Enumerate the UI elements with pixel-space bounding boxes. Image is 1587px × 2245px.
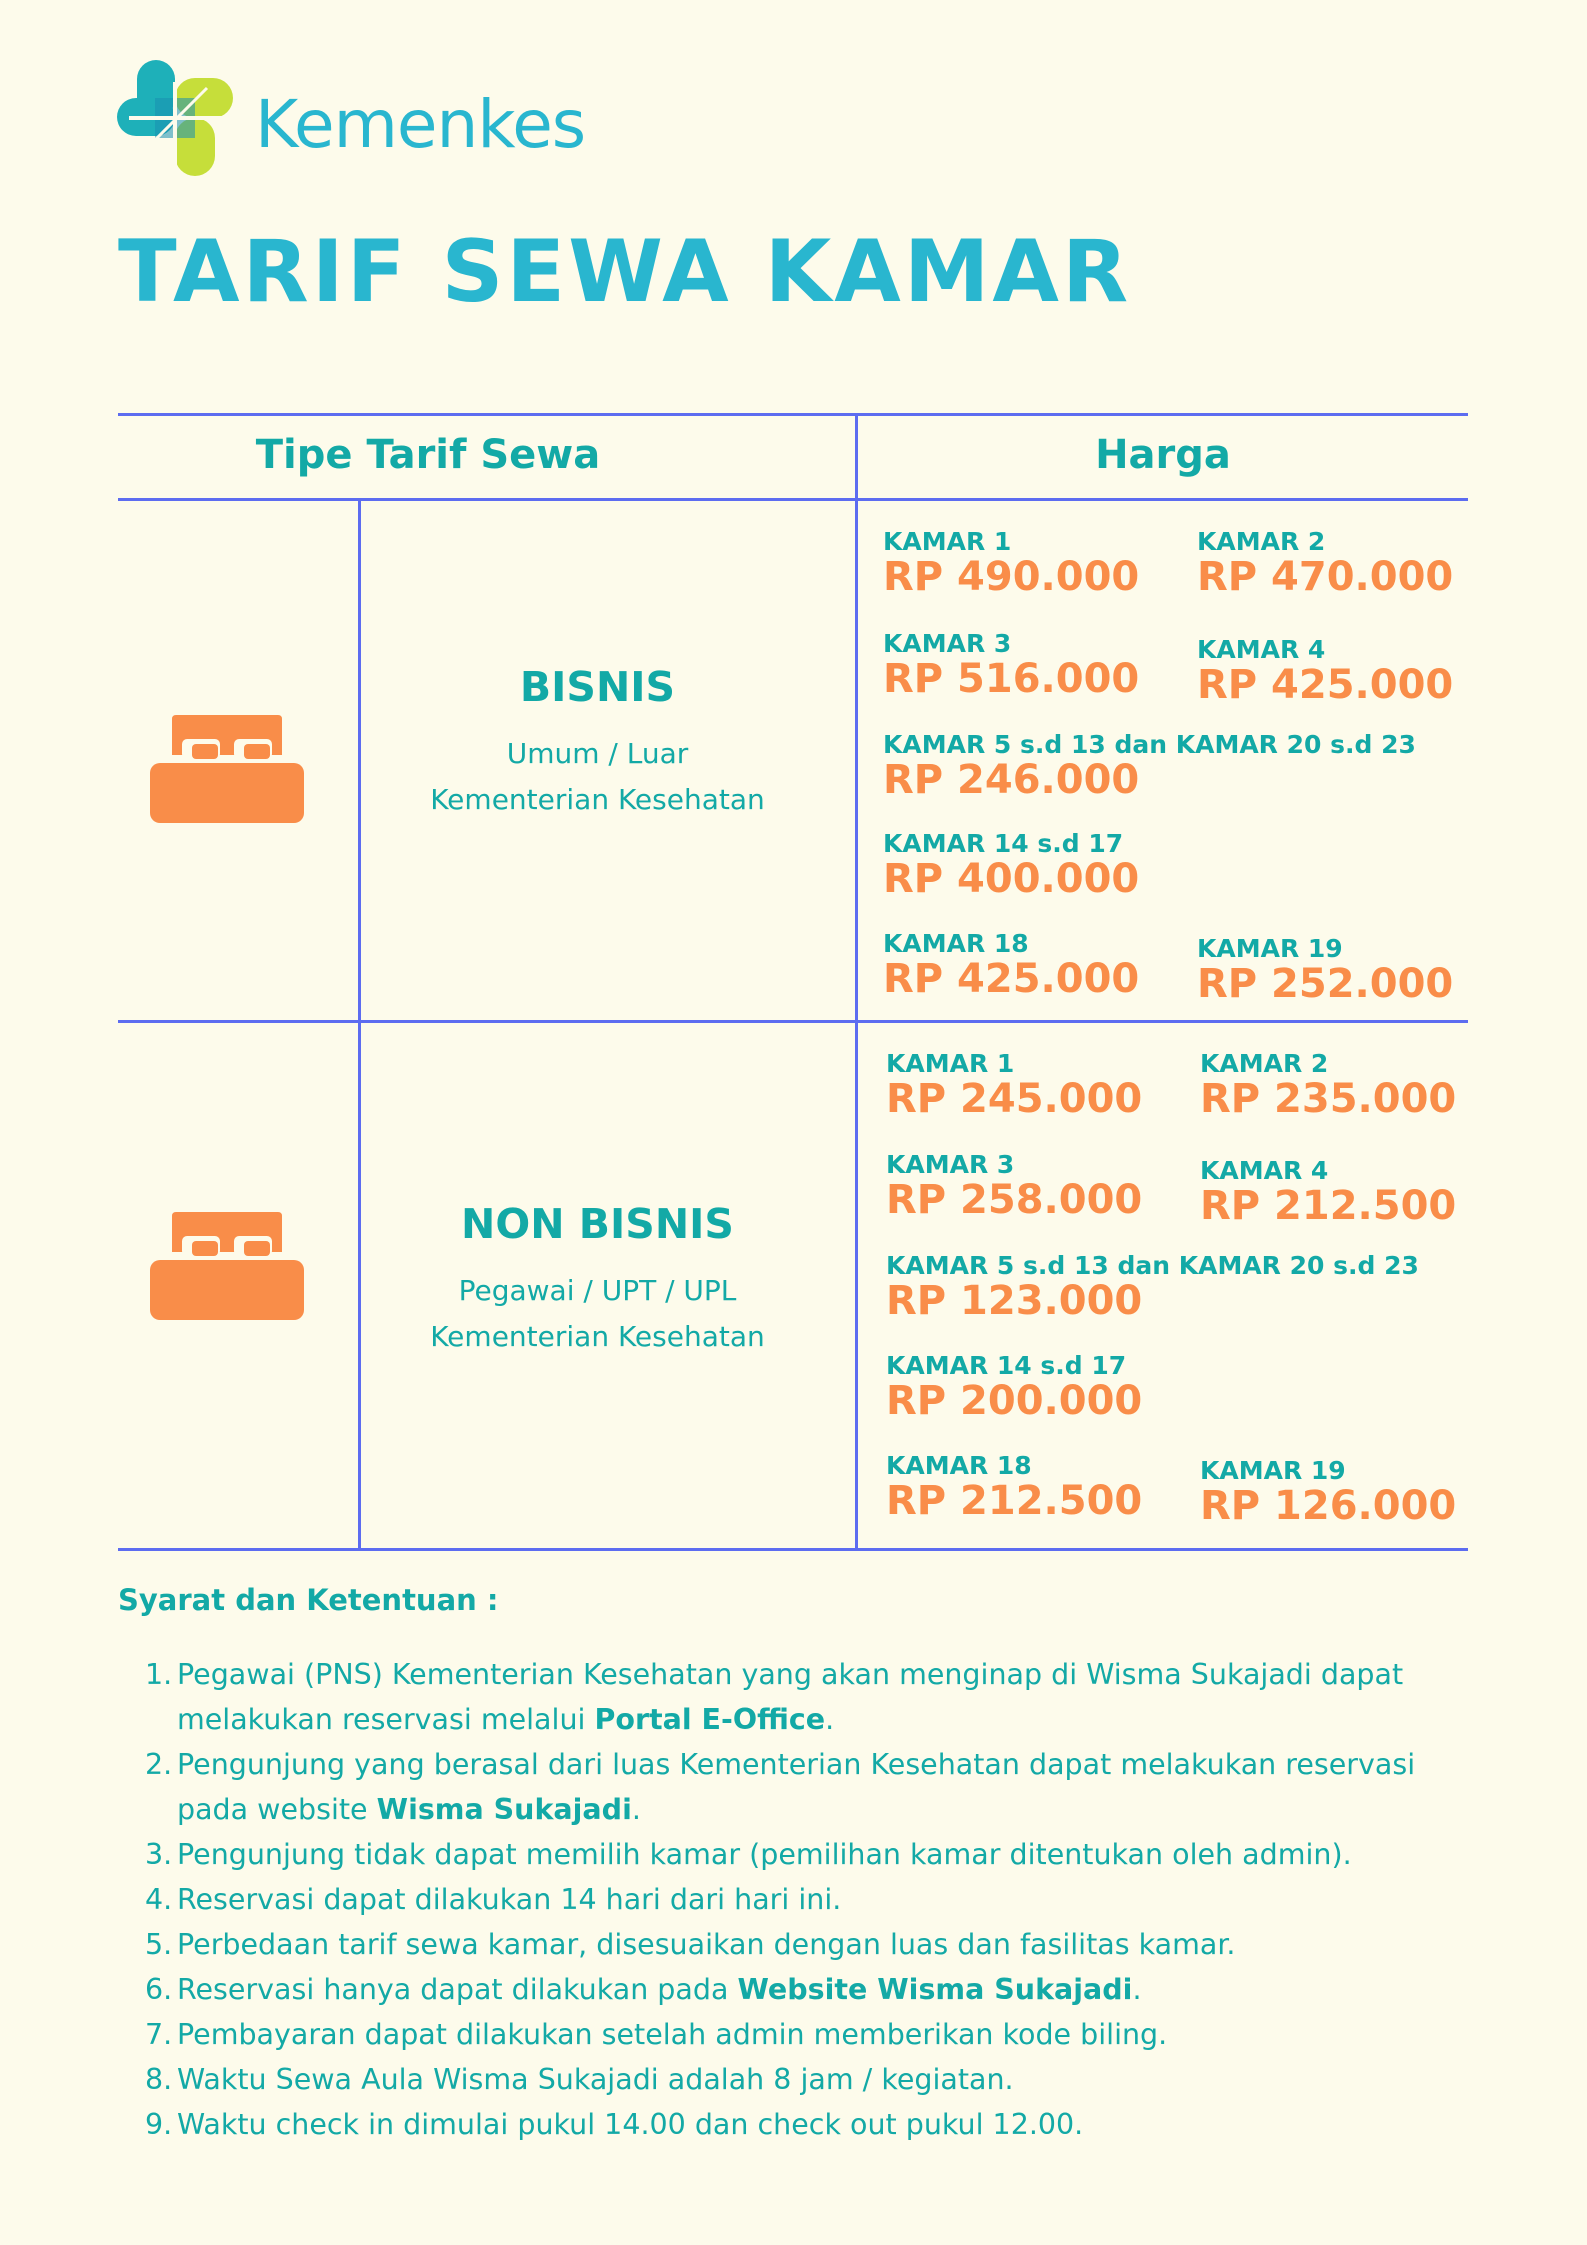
terms-list bbox=[145, 1652, 1475, 2147]
room-price: RP 212.500 bbox=[886, 1478, 1143, 1524]
terms-item-text: Pegawai (PNS) Kementerian Kesehatan yang akan menginap di Wisma Sukajadi dapat melakukan reservasi melalui bbox=[177, 1658, 1404, 1736]
terms-item-text: Pengunjung tidak dapat memilih kamar (pemilihan kamar ditentukan oleh admin). bbox=[177, 1838, 1352, 1871]
bed-icon bbox=[150, 715, 304, 823]
room-price: RP 200.000 bbox=[886, 1378, 1143, 1424]
terms-item-text: Waktu check in dimulai pukul 14.00 dan check out pukul 12.00. bbox=[177, 2108, 1084, 2141]
room-label: KAMAR 5 s.d 13 dan KAMAR 20 s.d 23 bbox=[883, 730, 1416, 759]
price-item bbox=[886, 1452, 1142, 1522]
room-label: KAMAR 1 bbox=[883, 527, 1012, 556]
table-header-border bbox=[118, 498, 1468, 501]
terms-item bbox=[145, 2057, 1475, 2102]
terms-item-end: . bbox=[825, 1703, 835, 1736]
price-item bbox=[883, 830, 1139, 900]
terms-item-number: 2. bbox=[145, 1748, 173, 1781]
terms-item bbox=[145, 1967, 1475, 2012]
terms-item-text: Reservasi hanya dapat dilakukan pada bbox=[177, 1973, 738, 2006]
terms-item-text: Reservasi dapat dilakukan 14 hari dari hari ini. bbox=[177, 1883, 842, 1916]
table-row-divider bbox=[118, 1020, 1468, 1023]
header-tipe-tarif: Tipe Tarif Sewa bbox=[255, 432, 601, 478]
room-label: KAMAR 19 bbox=[1200, 1456, 1346, 1485]
terms-item-number: 8. bbox=[145, 2063, 173, 2096]
tarif-type-desc-2: Kementerian Kesehatan bbox=[430, 783, 765, 816]
terms-item-number: 1. bbox=[145, 1658, 173, 1691]
table-top-border bbox=[118, 413, 1468, 416]
price-item bbox=[1200, 1157, 1456, 1227]
price-item bbox=[883, 528, 1139, 598]
tarif-type-name: BISNIS bbox=[519, 663, 676, 711]
terms-item-text: Perbedaan tarif sewa kamar, disesuaikan dengan luas dan fasilitas kamar. bbox=[177, 1928, 1236, 1961]
tarif-type-name: NON BISNIS bbox=[461, 1200, 734, 1248]
room-label: KAMAR 19 bbox=[1197, 934, 1343, 963]
terms-item-bold: Wisma Sukajadi bbox=[376, 1793, 632, 1826]
room-label: KAMAR 4 bbox=[1197, 635, 1326, 664]
terms-item bbox=[145, 1922, 1475, 1967]
room-label: KAMAR 5 s.d 13 dan KAMAR 20 s.d 23 bbox=[886, 1251, 1419, 1280]
room-label: KAMAR 2 bbox=[1197, 527, 1326, 556]
terms-item bbox=[145, 2012, 1475, 2057]
terms-item-number: 9. bbox=[145, 2108, 173, 2141]
terms-item-number: 6. bbox=[145, 1973, 173, 2006]
bed-icon bbox=[150, 1212, 304, 1320]
price-item bbox=[883, 731, 1416, 801]
tarif-type-non-bisnis bbox=[360, 1200, 835, 1360]
room-label: KAMAR 14 s.d 17 bbox=[883, 829, 1124, 858]
terms-item-number: 4. bbox=[145, 1883, 173, 1916]
price-item bbox=[1200, 1050, 1456, 1120]
terms-item-text: Waktu Sewa Aula Wisma Sukajadi adalah 8 jam / kegiatan. bbox=[177, 2063, 1014, 2096]
price-item bbox=[1200, 1457, 1456, 1527]
room-label: KAMAR 3 bbox=[886, 1150, 1015, 1179]
terms-item bbox=[145, 1832, 1475, 1877]
room-price: RP 126.000 bbox=[1200, 1483, 1457, 1529]
terms-item bbox=[145, 2102, 1475, 2147]
tarif-type-desc-1: Umum / Luar bbox=[506, 737, 689, 770]
price-item bbox=[883, 930, 1139, 1000]
room-label: KAMAR 2 bbox=[1200, 1049, 1329, 1078]
header-harga: Harga bbox=[1095, 432, 1231, 478]
room-price: RP 212.500 bbox=[1200, 1183, 1457, 1229]
terms-item-end: . bbox=[631, 1793, 641, 1826]
terms-item-bold: Website Wisma Sukajadi bbox=[737, 1973, 1133, 2006]
room-price: RP 516.000 bbox=[883, 656, 1140, 702]
price-item bbox=[1197, 636, 1453, 706]
terms-item-bold: Portal E-Office bbox=[594, 1703, 826, 1736]
page-title: TARIF SEWA KAMAR bbox=[118, 222, 1132, 322]
terms-item bbox=[145, 1652, 1475, 1742]
table-icon-column-border bbox=[358, 498, 361, 1551]
room-price: RP 235.000 bbox=[1200, 1076, 1457, 1122]
room-price: RP 425.000 bbox=[883, 956, 1140, 1002]
terms-item-number: 7. bbox=[145, 2018, 173, 2051]
table-price-column-border bbox=[855, 413, 858, 1551]
terms-title: Syarat dan Ketentuan : bbox=[118, 1583, 499, 1617]
price-item bbox=[1197, 935, 1453, 1005]
room-price: RP 490.000 bbox=[883, 554, 1140, 600]
table-bottom-border bbox=[118, 1548, 1468, 1551]
terms-item-text: Pembayaran dapat dilakukan setelah admin memberikan kode biling. bbox=[177, 2018, 1168, 2051]
price-item bbox=[886, 1252, 1419, 1322]
room-price: RP 246.000 bbox=[883, 757, 1140, 803]
terms-item bbox=[145, 1742, 1475, 1832]
room-price: RP 252.000 bbox=[1197, 961, 1454, 1007]
terms-item bbox=[145, 1877, 1475, 1922]
price-item bbox=[886, 1352, 1142, 1422]
room-label: KAMAR 14 s.d 17 bbox=[886, 1351, 1127, 1380]
terms-item-end: . bbox=[1132, 1973, 1142, 2006]
room-label: KAMAR 1 bbox=[886, 1049, 1015, 1078]
room-label: KAMAR 18 bbox=[883, 929, 1029, 958]
terms-item-text: Pengunjung yang berasal dari luas Kementerian Kesehatan dapat melakukan reservasi pada website bbox=[177, 1748, 1416, 1826]
room-label: KAMAR 18 bbox=[886, 1451, 1032, 1480]
room-price: RP 400.000 bbox=[883, 856, 1140, 902]
room-price: RP 425.000 bbox=[1197, 662, 1454, 708]
terms-item-number: 5. bbox=[145, 1928, 173, 1961]
room-price: RP 245.000 bbox=[886, 1076, 1143, 1122]
price-item bbox=[1197, 528, 1453, 598]
tarif-type-desc-2: Kementerian Kesehatan bbox=[430, 1320, 765, 1353]
room-price: RP 470.000 bbox=[1197, 554, 1454, 600]
room-label: KAMAR 3 bbox=[883, 629, 1012, 658]
terms-item-number: 3. bbox=[145, 1838, 173, 1871]
price-item bbox=[886, 1050, 1142, 1120]
room-price: RP 123.000 bbox=[886, 1278, 1143, 1324]
tarif-type-desc-1: Pegawai / UPT / UPL bbox=[458, 1274, 737, 1307]
price-item bbox=[883, 630, 1139, 700]
brand-name: Kemenkes bbox=[255, 86, 586, 163]
tarif-type-bisnis bbox=[360, 663, 835, 823]
price-item bbox=[886, 1151, 1142, 1221]
room-label: KAMAR 4 bbox=[1200, 1156, 1329, 1185]
room-price: RP 258.000 bbox=[886, 1177, 1143, 1223]
kemenkes-logo-icon bbox=[115, 58, 235, 178]
